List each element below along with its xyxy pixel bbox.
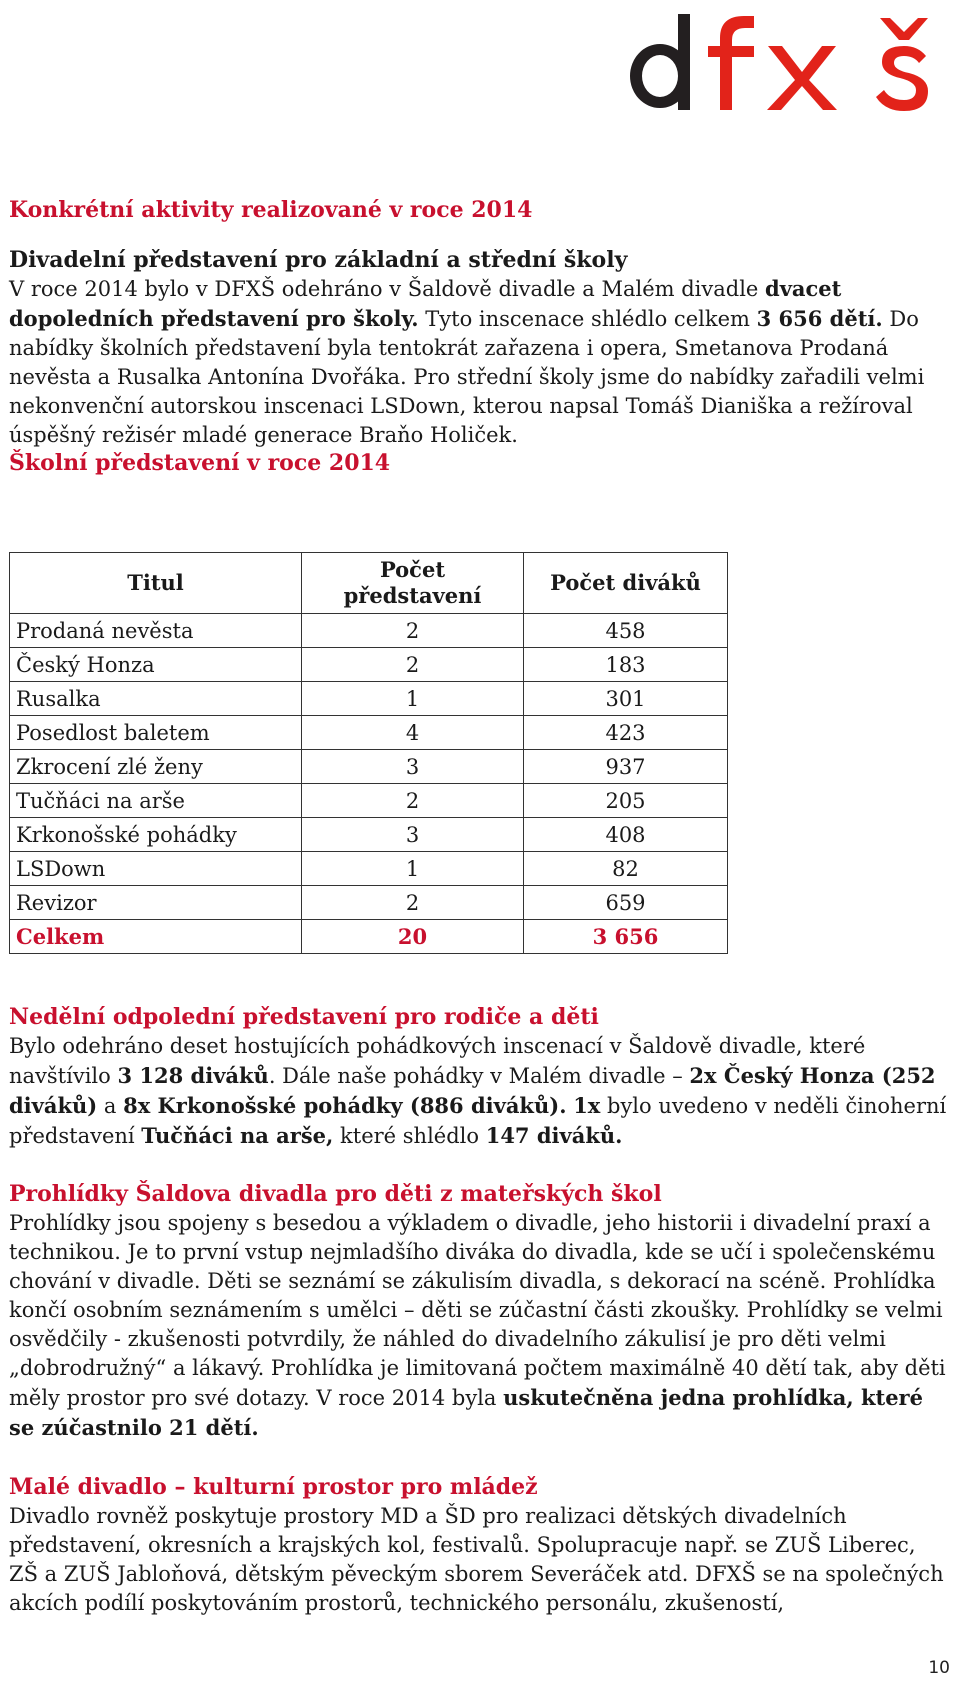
text-run-bold: 2x Český Honza (252 diváků) xyxy=(9,1063,936,1118)
cell-title: Zkrocení zlé ženy xyxy=(10,750,302,784)
logo-letter-f xyxy=(708,16,754,110)
cell-viewer-count: 301 xyxy=(524,682,728,716)
text-run: Tyto inscenace shlédlo celkem xyxy=(418,307,757,331)
cell-title: Krkonošské pohádky xyxy=(10,818,302,852)
table-row xyxy=(10,784,728,818)
cell-title: Celkem xyxy=(10,920,302,954)
text-run: Bylo odehráno deset hostujících pohádkových inscenací v Šaldově divadle, které navštívilo xyxy=(9,1034,866,1088)
cell-viewer-count: 82 xyxy=(524,852,728,886)
school-shows-table xyxy=(9,552,728,954)
table-total-row xyxy=(10,920,728,954)
table-header-row xyxy=(10,553,728,614)
text-run-bold: 1x xyxy=(573,1093,601,1118)
section-title: Konkrétní aktivity realizované v roce 2014 xyxy=(9,197,533,223)
cell-viewer-count: 408 xyxy=(524,818,728,852)
cell-title: Posedlost baletem xyxy=(10,716,302,750)
table-row xyxy=(10,682,728,716)
sunday-section xyxy=(9,1003,951,1151)
cell-show-count: 2 xyxy=(302,648,524,682)
cell-viewer-count: 659 xyxy=(524,886,728,920)
table-section-title: Školní představení v roce 2014 xyxy=(9,450,391,476)
table-row xyxy=(10,818,728,852)
school-shows-paragraph xyxy=(9,274,951,450)
sunday-title: Nedělní odpolední představení pro rodiče a děti xyxy=(9,1004,599,1030)
cell-title: Tučňáci na arše xyxy=(10,784,302,818)
small-theatre-title: Malé divadlo – kulturní prostor pro mládež xyxy=(9,1474,538,1500)
page-number: 10 xyxy=(928,1658,950,1678)
text-run: . Dále naše pohádky v Malém divadle – xyxy=(268,1064,690,1088)
small-theatre-section xyxy=(9,1473,951,1618)
logo-letter-s-caron xyxy=(876,18,928,111)
cell-show-count: 1 xyxy=(302,852,524,886)
tours-paragraph xyxy=(9,1209,951,1443)
logo-letter-d xyxy=(630,14,690,110)
text-run: V roce 2014 bylo v DFXŠ odehráno v Šaldově divadle a Malém divadle xyxy=(9,277,766,301)
header-title: Titul xyxy=(10,553,302,614)
cell-title: Rusalka xyxy=(10,682,302,716)
cell-title: Prodaná nevěsta xyxy=(10,614,302,648)
table-body xyxy=(10,614,728,954)
cell-show-count: 3 xyxy=(302,750,524,784)
text-run-bold: 147 diváků. xyxy=(485,1123,623,1148)
text-run: a xyxy=(97,1094,124,1118)
text-run: Do nabídky školních představení byla tentokrát zařazena i opera, Smetanova Prodaná nevěsta a Rusalka Antonína Dvořáka. Pro střední školy jsme do nabídky zařadili velmi nekonvenční autorskou inscenaci LSDown, kterou napsal Tomáš Dianiška a režíroval úspěšný režisér mladé generace Braňo Holiček. xyxy=(9,307,925,447)
table-row xyxy=(10,716,728,750)
cell-viewer-count: 3 656 xyxy=(524,920,728,954)
small-theatre-paragraph: Divadlo rovněž poskytuje prostory MD a ŠD pro realizaci dětských divadelních představení, okresních a krajských kol, festivalů. Spolupracuje např. se ZUŠ Liberec, ZŠ a ZUŠ Jabloňová, dětským pěveckým sborem Severáček atd. DFXŠ se na společných akcích podílí poskytováním prostorů, technického personálu, zkušeností, xyxy=(9,1504,944,1615)
school-shows-section xyxy=(9,246,951,450)
text-run-bold: 3 656 dětí. xyxy=(756,306,883,331)
table-row xyxy=(10,886,728,920)
text-run: bylo uvedeno v neděli činoherní představení xyxy=(9,1094,947,1148)
text-run: Prohlídky jsou spojeny s besedou a výkladem o divadle, jeho historii i divadelní praxí a technikou. Je to první vstup nejmladšího diváka do divadla, kde se učí i společenskému chování v divadle. Děti se seznámí se zákulisím divadla, s dekorací na scéně. Prohlídka končí osobním seznámením s umělci – děti se zúčastní části zkoušky. Prohlídky se velmi osvědčily - zkušenosti potvrdily, že náhled do divadelního zákulisí je pro děti velmi „dobrodružný“ a lákavý. Prohlídka je limitovaná počtem maximálně 40 dětí tak, aby děti měly prostor pro své dotazy. V roce 2014 byla xyxy=(9,1211,946,1410)
cell-show-count: 4 xyxy=(302,716,524,750)
cell-viewer-count: 183 xyxy=(524,648,728,682)
header-viewer-count: Počet diváků xyxy=(524,553,728,614)
table-row xyxy=(10,614,728,648)
text-run-bold: 3 128 diváků xyxy=(117,1063,269,1088)
school-shows-title: Divadelní představení pro základní a střední školy xyxy=(9,247,628,273)
cell-show-count: 3 xyxy=(302,818,524,852)
cell-show-count: 2 xyxy=(302,886,524,920)
cell-show-count: 2 xyxy=(302,614,524,648)
text-run-bold: dvacet dopoledních představení pro školy. xyxy=(9,276,842,331)
table-row xyxy=(10,852,728,886)
cell-show-count: 1 xyxy=(302,682,524,716)
table-row xyxy=(10,750,728,784)
table-row xyxy=(10,648,728,682)
text-run-bold: Tučňáci na arše, xyxy=(141,1123,334,1148)
cell-title: Revizor xyxy=(10,886,302,920)
text-run-bold: 8x Krkonošské pohádky (886 diváků). xyxy=(123,1093,567,1118)
cell-show-count: 2 xyxy=(302,784,524,818)
dfxs-logo xyxy=(628,8,938,128)
cell-show-count: 20 xyxy=(302,920,524,954)
cell-title: LSDown xyxy=(10,852,302,886)
tours-title: Prohlídky Šaldova divadla pro děti z mateřských škol xyxy=(9,1181,662,1207)
cell-viewer-count: 423 xyxy=(524,716,728,750)
cell-title: Český Honza xyxy=(10,648,302,682)
logo-letter-x xyxy=(767,46,837,110)
text-run-bold: uskutečněna jedna prohlídka, které se zúčastnilo 21 dětí. xyxy=(9,1385,923,1440)
cell-viewer-count: 937 xyxy=(524,750,728,784)
cell-viewer-count: 458 xyxy=(524,614,728,648)
sunday-paragraph xyxy=(9,1032,951,1151)
text-run: které shlédlo xyxy=(333,1124,486,1148)
cell-viewer-count: 205 xyxy=(524,784,728,818)
header-show-count: Počet představení xyxy=(302,553,524,614)
tours-section xyxy=(9,1180,951,1443)
